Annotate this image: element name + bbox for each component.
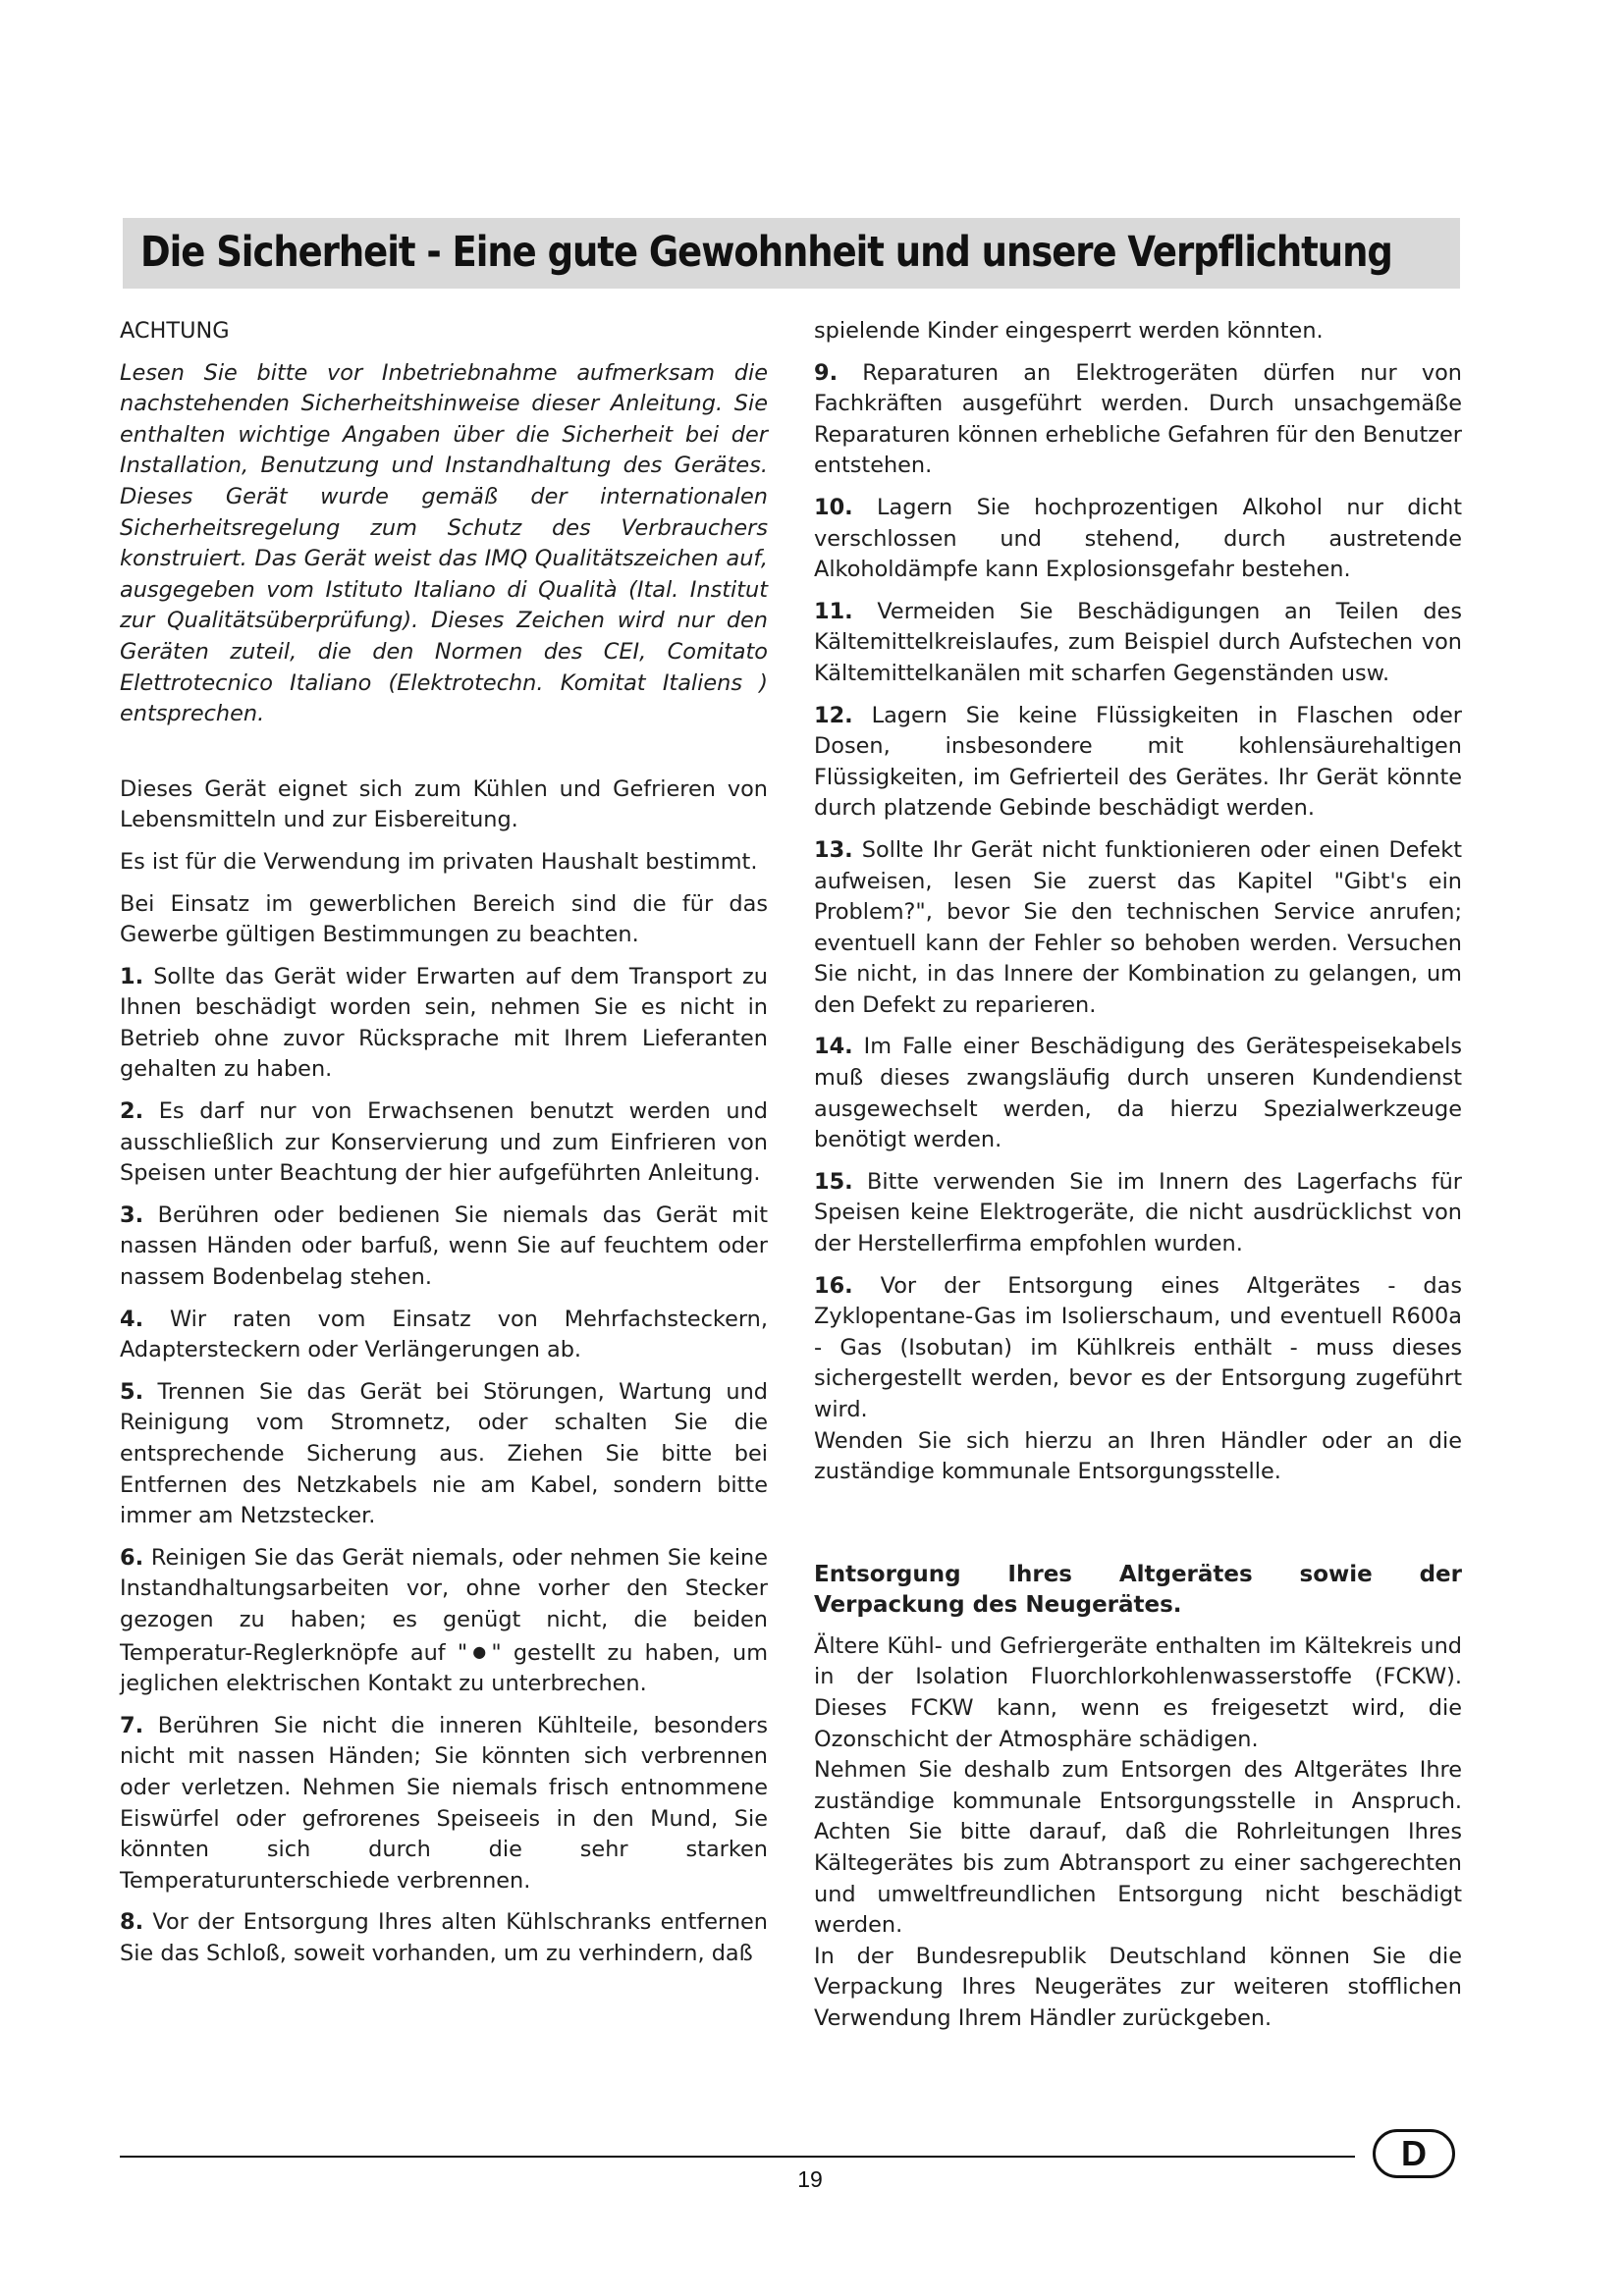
spacer: [120, 741, 768, 774]
safety-item-1: [120, 962, 768, 1086]
safety-item-9: [814, 358, 1462, 482]
item-text: Berühren oder bedienen Sie niemals das Gerät mit nassen Händen oder barfuß, wenn Sie auf feuchtem oder nassem Bodenbelag stehen.: [120, 1201, 768, 1291]
warning-heading: ACHTUNG: [120, 318, 230, 344]
item-text: Trennen Sie das Gerät bei Störungen, Wartung und Reinigung vom Stromnetz, oder schalten Sie die entsprechende Sicherung aus. Ziehen Sie bitte bei Entfernen des Netzkabels nie am Kabel, sondern bitte immer am Netzstecker.: [120, 1378, 768, 1529]
safety-item-14: [814, 1032, 1462, 1155]
page-number: 19: [797, 2166, 823, 2192]
safety-intro-text: Lesen Sie bitte vor Inbetriebnahme aufmerksam die nachstehenden Sicherheitshinweise dieser Anleitung. Sie enthalten wichtige Angaben über die Sicherheit bei der Installation, Benutzung und Instandhaltung des Gerätes. Dieses Gerät wurde gemäß der internationalen Sicherheitsregelung zum Schutz des Verbrauchers konstruiert. Das Gerät weist das IMQ Qualitätszeichen auf, ausgegeben vom Istituto Italiano di Qualità (Ital. Institut zur Qualitätsüberprüfung). Dieses Zeichen wird nur den Geräten zuteil, die den Normen des CEI, Comitato Elettrotecnico Italiano (Elektrotechn. Komitat Italiens ) entsprechen.: [120, 359, 768, 727]
item-number: 8.: [120, 1909, 144, 1936]
disposal-heading: Entsorgung Ihres Altgerätes sowie der Verpackung des Neugerätes.: [814, 1561, 1462, 1618]
left-column: [120, 316, 768, 1970]
safety-item-8: [120, 1907, 768, 1969]
item-text: Berühren Sie nicht die inneren Kühlteile, besonders nicht mit nassen Händen; Sie könnten sich verbrennen oder verletzen. Nehmen Sie niemals frisch entnommene Eiswürfel oder gefrorenes Speiseeis in den Mund, Sie könnten sich durch die sehr starken Temperaturunterschiede verbrennen.: [120, 1712, 768, 1894]
safety-item-13: [814, 835, 1462, 1022]
item-number: 2.: [120, 1098, 144, 1125]
item-number: 5.: [120, 1378, 144, 1405]
safety-item-16: [814, 1271, 1462, 1426]
safety-item-4: [120, 1305, 768, 1366]
item-number: 16.: [814, 1272, 853, 1299]
footer-rule: [120, 2156, 1355, 2158]
item-number: 13.: [814, 836, 853, 863]
right-column: [814, 316, 1462, 2035]
safety-item-11: [814, 597, 1462, 690]
item-number: 4.: [120, 1306, 144, 1332]
item-text: Vor der Entsorgung Ihres alten Kühlschranks entfernen Sie das Schloß, soweit vorhanden, um zu verhindern, daß: [120, 1909, 768, 1966]
private-use-paragraph: Es ist für die Verwendung im privaten Haushalt bestimmt.: [120, 848, 758, 875]
safety-item-7: [120, 1711, 768, 1897]
safety-item-15: [814, 1167, 1462, 1260]
item-text: Im Falle einer Beschädigung des Gerätespeisekabels muß dieses zwangsläufig durch unseren Kundendienst ausgewechselt werden, da hierzu Spezialwerkzeuge benötigt werden.: [814, 1034, 1462, 1153]
item-text: Reparaturen an Elektrogeräten dürfen nur von Fachkräften ausgeführt werden. Durch unsachgemäße Reparaturen können erhebliche Gefahren für den Benutzer entstehen.: [814, 359, 1462, 479]
safety-item-3: [120, 1201, 768, 1294]
item-number: 10.: [814, 494, 853, 520]
item-text: " gestellt zu haben, um jeglichen elektrischen Kontakt zu unterbrechen.: [120, 1639, 769, 1697]
safety-item-12: [814, 701, 1462, 825]
item-number: 11.: [814, 598, 853, 624]
item-number: 3.: [120, 1201, 144, 1228]
disposal-paragraph-3: In der Bundesrepublik Deutschland können Sie die Verpackung Ihres Neugerätes zur weiteren stofflichen Verwendung Ihrem Händler zurückgeben.: [814, 1943, 1462, 2031]
item-text: Reinigen Sie das Gerät niemals, oder nehmen Sie keine Instandhaltungsarbeiten vor, ohne vorher den Stecker gezogen zu haben; es genügt nicht, die beiden Temperatur-Reglerknöpfe auf ": [120, 1544, 768, 1666]
item-text: Lagern Sie hochprozentigen Alkohol nur dicht verschlossen und stehend, durch austretende Alkoholdämpfe kann Explosionsgefahr bestehen.: [814, 494, 1462, 583]
spacer: [814, 1499, 1462, 1560]
country-code-badge: [1373, 2129, 1455, 2178]
item-number: 7.: [120, 1712, 144, 1738]
section-header-bar: [123, 218, 1460, 289]
safety-item-2: [120, 1096, 768, 1190]
item-text: Vor der Entsorgung eines Altgerätes - das Zyklopentane-Gas im Isolierschaum, und eventuell R600a - Gas (Isobutan) im Kühlkreis enthält - muss dieses sichergestellt werden, bevor es der Entsorgung zugeführt wird.: [814, 1272, 1462, 1422]
dot-off-icon: ●: [467, 1641, 492, 1661]
item-text: Es darf nur von Erwachsenen benutzt werden und ausschließlich zur Konservierung und zum Einfrieren von Speisen unter Beachtung der hier aufgeführten Anleitung.: [120, 1098, 768, 1187]
item-text: Bitte verwenden Sie im Innern des Lagerfachs für Speisen keine Elektrogeräte, die nicht ausdrücklichst von der Herstellerfirma empfohlen wurden.: [814, 1168, 1462, 1257]
item-text: Sollte das Gerät wider Erwarten auf dem Transport zu Ihnen beschädigt worden sein, nehmen Sie es nicht in Betrieb ohne zuvor Rücksprache mit Ihrem Lieferanten gehalten zu haben.: [120, 963, 768, 1083]
safety-item-5: [120, 1377, 768, 1532]
usage-paragraph: Dieses Gerät eignet sich zum Kühlen und Gefrieren von Lebensmitteln und zur Eisbereitung.: [120, 775, 768, 833]
safety-item-6: [120, 1543, 768, 1700]
safety-item-10: [814, 493, 1462, 586]
item-text: Lagern Sie keine Flüssigkeiten in Flaschen oder Dosen, insbesondere mit kohlensäurehaltigen Flüssigkeiten, im Gefrierteil des Gerätes. Ihr Gerät könnte durch platzende Gebinde beschädigt werden.: [814, 702, 1462, 822]
item-number: 14.: [814, 1034, 853, 1060]
commercial-use-paragraph: Bei Einsatz im gewerblichen Bereich sind die für das Gewerbe gültigen Bestimmungen zu beachten.: [120, 890, 768, 948]
item-number: 6.: [120, 1544, 144, 1571]
item-text: Wir raten vom Einsatz von Mehrfachsteckern, Adaptersteckern oder Verlängerungen ab.: [120, 1306, 768, 1363]
continuation-text: spielende Kinder eingesperrt werden könnten.: [814, 318, 1324, 344]
item-number: 15.: [814, 1168, 853, 1195]
item-number: 9.: [814, 359, 839, 386]
dealer-note: Wenden Sie sich hierzu an Ihren Händler oder an die zuständige kommunale Entsorgungsstelle.: [814, 1427, 1462, 1485]
disposal-paragraph-2: Nehmen Sie deshalb zum Entsorgen des Altgerätes Ihre zuständige kommunale Entsorgungsstelle in Anspruch. Achten Sie bitte darauf, daß die Rohrleitungen Ihres Kältegerätes bis zum Abtransport zu einer sachgerechten und umweltfreundlichen Entsorgung nicht beschädigt werden.: [814, 1757, 1462, 1939]
item-number: 1.: [120, 963, 144, 989]
country-code: D: [1401, 2133, 1427, 2173]
item-number: 12.: [814, 702, 853, 728]
page-title: Die Sicherheit - Eine gute Gewohnheit und unsere Verpflichtung: [140, 228, 1392, 277]
item-text: Sollte Ihr Gerät nicht funktionieren oder einen Defekt aufweisen, lesen Sie zuerst das Kapitel "Gibt's ein Problem?", bevor Sie den technischen Service anrufen; eventuell kann der Fehler so behoben werden. Versuchen Sie nicht, in das Innere der Kombination zu gelangen, um den Defekt zu reparieren.: [814, 836, 1462, 1018]
item-text: Vermeiden Sie Beschädigungen an Teilen des Kältemittelkreislaufes, zum Beispiel durch Aufstechen von Kältemittelkanälen mit scharfen Gegenständen usw.: [814, 598, 1462, 686]
disposal-paragraph-1: Ältere Kühl- und Gefriergeräte enthalten im Kältekreis und in der Isolation Fluorchlorkohlenwasserstoffe (FCKW). Dieses FCKW kann, wenn es freigesetzt wird, die Ozonschicht der Atmosphäre schädigen.: [814, 1632, 1462, 1752]
